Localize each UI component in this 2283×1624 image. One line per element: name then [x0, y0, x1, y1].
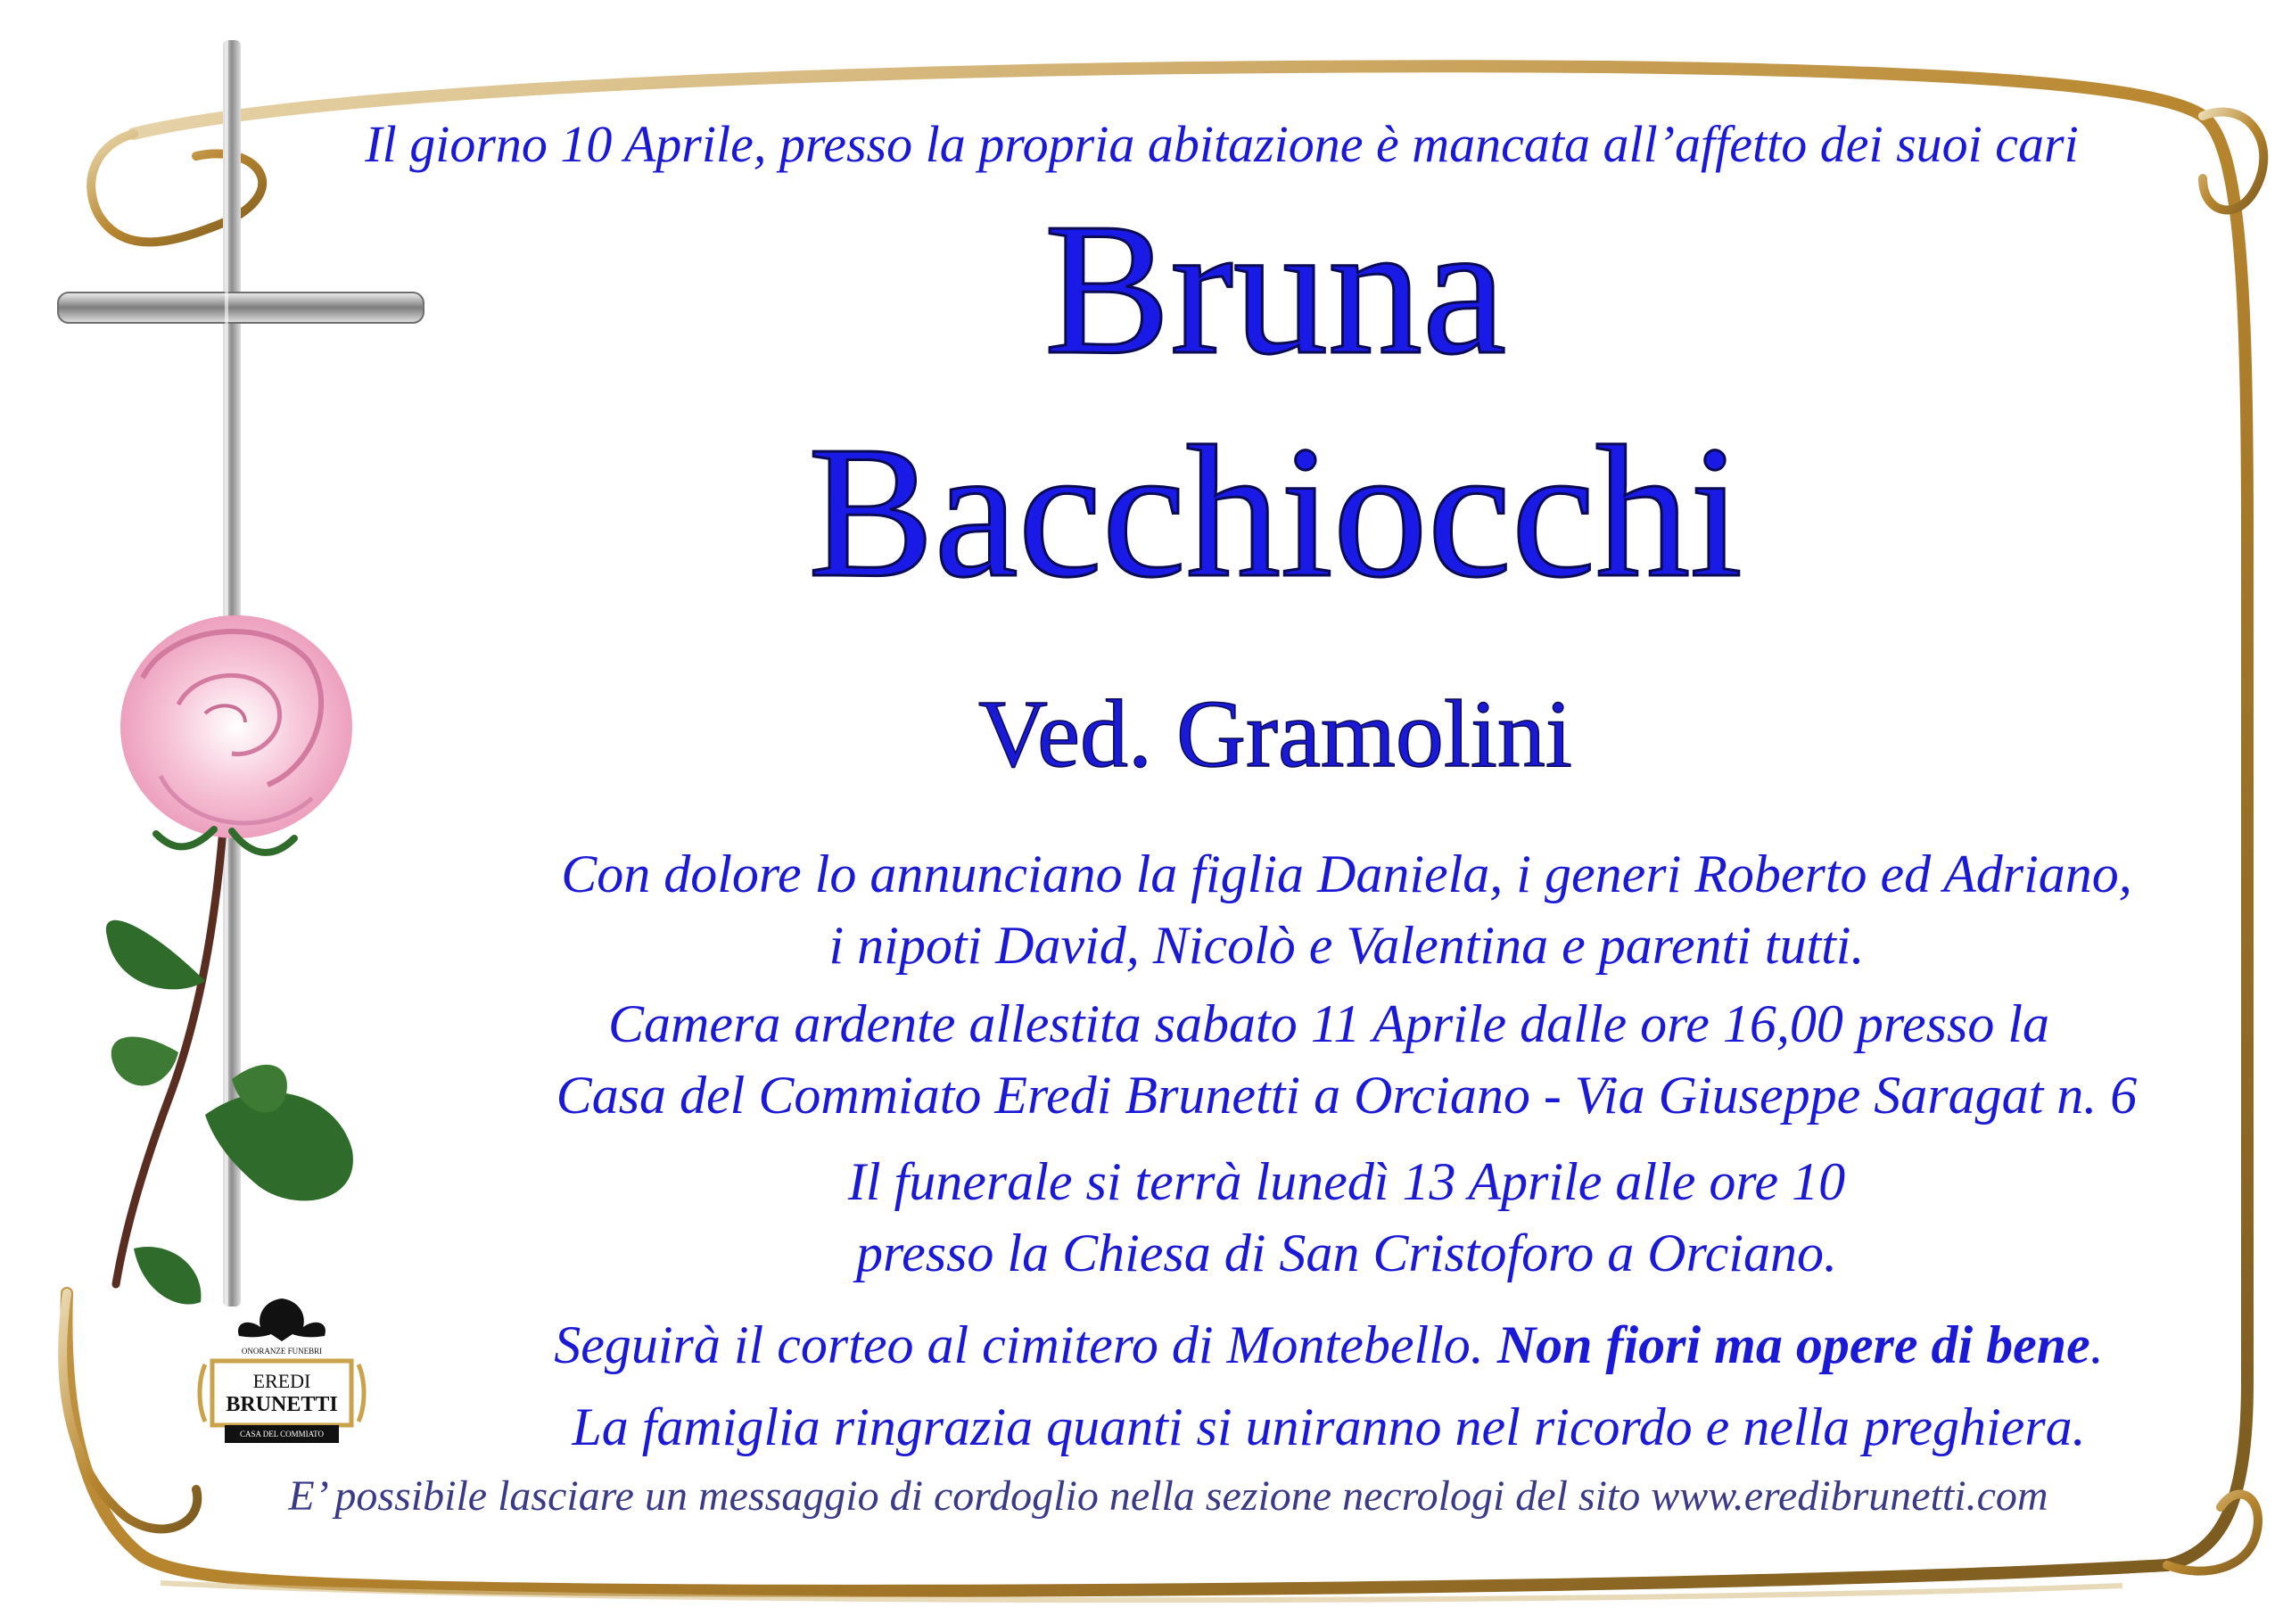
widow-of: Ved. Gramolini: [978, 681, 1572, 787]
announcement-line-1: Con dolore lo annunciano la figlia Daniela, i generi Roberto ed Adriano,: [561, 845, 2132, 903]
announcement-line-2: i nipoti David, Nicolò e Valentina e parenti tutti.: [828, 916, 1865, 975]
logo-top-text: ONORANZE FUNEBRI: [241, 1347, 323, 1356]
no-flowers-text: Non fiori ma opere di bene: [1496, 1315, 2090, 1374]
funeral-line-2: presso la Chiesa di San Cristoforo a Orciano.: [855, 1224, 1838, 1282]
funeral-home-logo: [194, 1291, 369, 1452]
procession-line: [357, 1315, 2283, 1374]
viewing-line-2: Casa del Commiato Eredi Brunetti a Orciano - Via Giuseppe Saragat n. 6: [556, 1066, 2138, 1125]
logo-bottom-text: CASA DEL COMMIATO: [239, 1430, 324, 1439]
procession-period: .: [2089, 1315, 2104, 1374]
last-name: Bacchiocchi: [808, 407, 1743, 616]
condolence-footer: E’ possibile lasciare un messaggio di cordoglio nella sezione necrologi del sito www.eredibrunetti.com: [288, 1472, 2048, 1520]
funeral-line-1: Il funerale si terrà lunedì 13 Aprile alle ore 10: [847, 1152, 1846, 1211]
first-name: Bruna: [1043, 184, 1507, 393]
logo-line-1: EREDI: [252, 1370, 311, 1392]
intro-text: Il giorno 10 Aprile, presso la propria abitazione è mancata all’affetto dei suoi cari: [365, 115, 2079, 173]
thanks-line: La famiglia ringrazia quanti si uniranno nel ricordo e nella preghiera.: [572, 1397, 2086, 1456]
logo-line-2: BRUNETTI: [226, 1393, 338, 1416]
procession-text: Seguirà il corteo al cimitero di Montebello.: [554, 1315, 1484, 1374]
viewing-line-1: Camera ardente allestita sabato 11 Aprile dalle ore 16,00 presso la: [607, 994, 2049, 1053]
